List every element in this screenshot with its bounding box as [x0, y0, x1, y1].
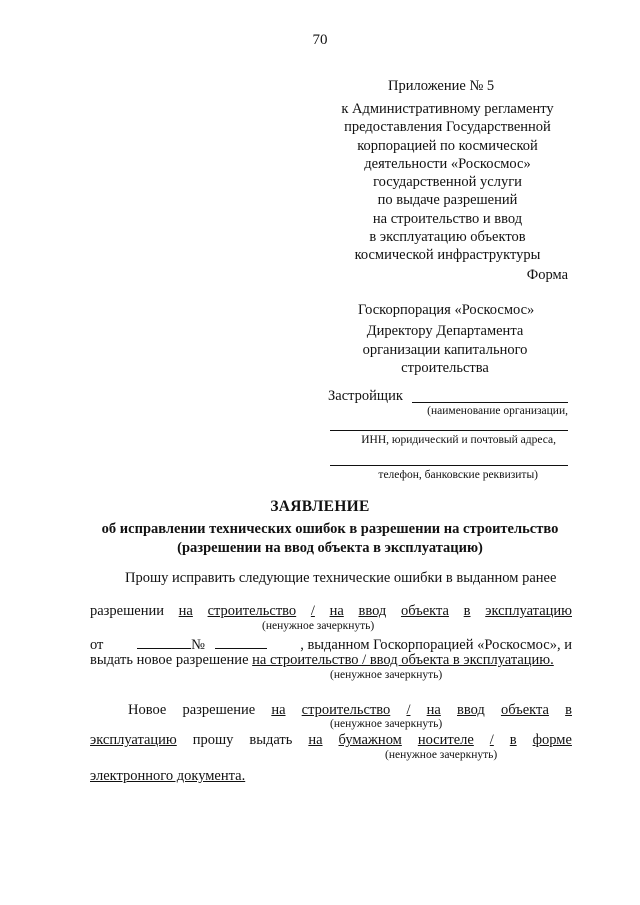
- word-option: в: [565, 702, 572, 718]
- appendix-line: государственной услуги: [373, 174, 522, 191]
- addressee-director: [340, 322, 550, 378]
- developer-bank-field[interactable]: [330, 465, 568, 466]
- word: выдать: [249, 732, 293, 748]
- new-permit-line-1: [128, 702, 572, 719]
- word-option: на: [329, 603, 344, 619]
- appendix-line: деятельности «Роскосмос»: [364, 155, 531, 172]
- word-option: строительство: [301, 702, 391, 718]
- strike-note-1: (ненужное зачеркнуть): [262, 620, 375, 632]
- appendix-line: на строительство и ввод: [372, 210, 523, 227]
- developer-address-field[interactable]: [330, 430, 568, 431]
- strike-note-4: (ненужное зачеркнуть): [385, 749, 498, 761]
- word-option: бумажном: [338, 732, 402, 748]
- word-option: форме: [532, 732, 572, 748]
- director-line: организации капитального: [362, 341, 528, 358]
- number-label: №: [191, 637, 205, 653]
- director-line: строительства: [401, 360, 489, 376]
- appendix-regulation-block: [325, 100, 570, 265]
- word-option: в: [463, 603, 471, 619]
- date-field[interactable]: [137, 636, 191, 649]
- word-option: /: [310, 603, 315, 619]
- request-line-1: Прошу исправить следующие технические ошибки в выданном ранее: [125, 570, 557, 586]
- word-option: эксплуатацию: [90, 732, 177, 748]
- word-option: на: [308, 732, 323, 748]
- word-option: /: [489, 732, 494, 748]
- word: разрешении: [90, 603, 164, 619]
- word-option: строительство: [207, 603, 297, 619]
- appendix-line: по выдаче разрешений: [377, 192, 518, 209]
- word-option: ввод: [358, 603, 387, 619]
- word-option: /: [406, 702, 411, 718]
- form-label: Форма: [526, 267, 568, 283]
- word-option: на: [426, 702, 441, 718]
- word-option: ввод: [456, 702, 485, 718]
- word-option: эксплуатацию: [485, 603, 572, 619]
- word: Новое: [128, 702, 167, 718]
- subtitle-line: (разрешении на ввод объекта в эксплуатацию): [177, 539, 483, 556]
- word: разрешение: [182, 702, 256, 718]
- appendix-line: предоставления Государственной: [344, 119, 551, 136]
- developer-label: Застройщик: [328, 388, 403, 404]
- request-line-2: [90, 603, 572, 620]
- word-option: на: [178, 603, 193, 619]
- strike-note-2: (ненужное зачеркнуть): [330, 669, 443, 681]
- issue-new-text: выдать новое разрешение: [90, 652, 253, 668]
- request-line-4: [90, 652, 554, 669]
- subtitle-line: об исправлении технических ошибок в разрешении на строительство: [101, 521, 559, 537]
- appendix-title: Приложение № 5: [388, 78, 495, 94]
- appendix-line: в эксплуатацию объектов: [369, 229, 526, 246]
- word-option: носителе: [417, 732, 474, 748]
- strike-note-3: (ненужное зачеркнуть): [330, 718, 443, 730]
- permit-type-option: на строительство / ввод объекта в эксплуатацию.: [252, 652, 554, 668]
- number-field[interactable]: [215, 636, 267, 649]
- director-line: Директору Департамента: [366, 323, 524, 339]
- developer-name-field[interactable]: [412, 402, 568, 403]
- word-option: объекта: [400, 603, 449, 619]
- developer-hint-2: ИНН, юридический и почтовый адреса,: [361, 434, 556, 446]
- appendix-line: корпорацией по космической: [357, 137, 538, 154]
- new-permit-line-3: электронного документа.: [90, 768, 246, 784]
- issued-by-text: , выданном Госкорпорацией «Роскосмос», и: [300, 637, 572, 653]
- word: прошу: [192, 732, 234, 748]
- appendix-line: к Административному регламенту: [341, 101, 554, 117]
- addressee-corporation: Госкорпорация «Роскосмос»: [358, 302, 535, 318]
- appendix-line: космической инфраструктуры: [354, 247, 541, 264]
- from-label: от: [90, 637, 104, 653]
- document-title: ЗАЯВЛЕНИЕ: [270, 498, 370, 515]
- word-option: в: [509, 732, 517, 748]
- developer-hint-1: (наименование организации,: [427, 405, 568, 417]
- new-permit-line-2: [90, 732, 572, 749]
- document-subtitle: [70, 520, 590, 557]
- word-option: на: [271, 702, 286, 718]
- page-number: 70: [312, 32, 328, 48]
- word-option: объекта: [500, 702, 549, 718]
- developer-hint-3: телефон, банковские реквизиты): [378, 469, 538, 481]
